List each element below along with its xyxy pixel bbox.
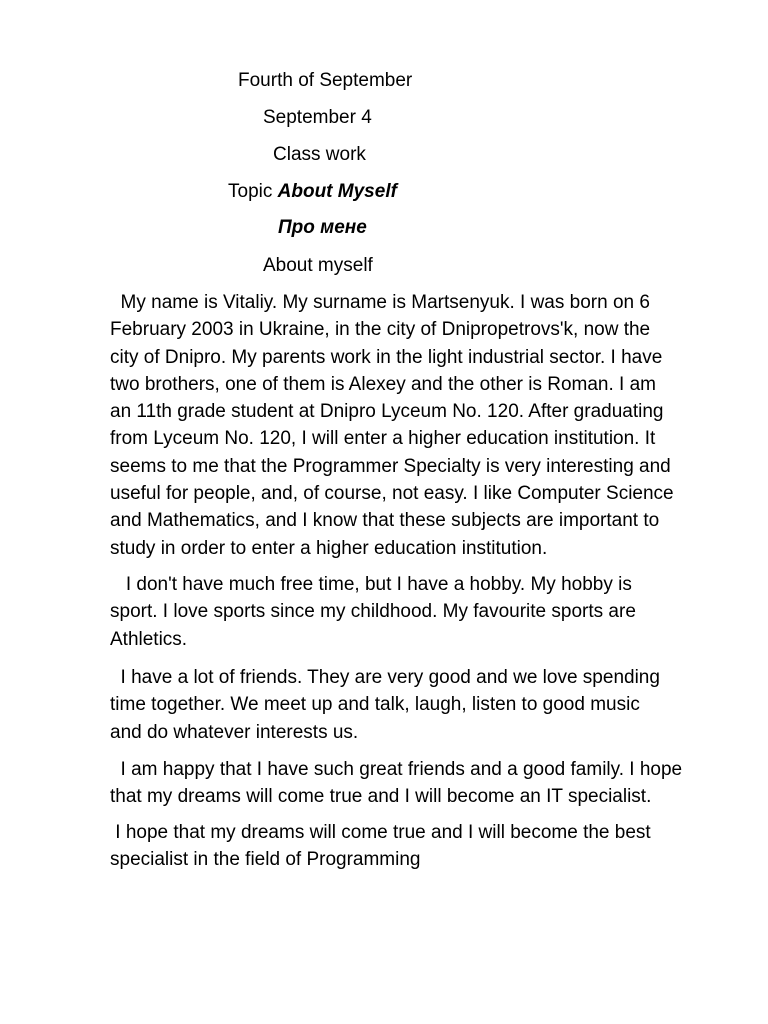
paragraph-intro <box>110 289 720 562</box>
text-line: useful for people, and, of course, not easy. I like Computer Science <box>110 483 674 505</box>
text-line: study in order to enter a higher education institution. <box>110 537 548 559</box>
paragraph-friends <box>110 664 720 746</box>
topic-prefix: Topic <box>228 181 278 202</box>
topic-title: About Myself <box>277 181 397 202</box>
text-line: from Lyceum No. 120, I will enter a higher education institution. It <box>110 428 656 450</box>
date-words: Fourth of September <box>238 70 413 91</box>
text-line: I don't have much free time, but I have a hobby. My hobby is <box>110 574 632 595</box>
text-line: My name is Vitaliy. My surname is Martsenyuk. I was born on 6 <box>110 292 650 313</box>
text-line: I have a lot of friends. They are very good and we love spending <box>110 667 660 688</box>
text-line: that my dreams will come true and I will become an IT specialist. <box>110 786 652 808</box>
text-line: specialist in the field of Programming <box>110 849 421 871</box>
text-line: I am happy that I have such great friends and a good family. I hope <box>110 759 683 780</box>
date-numeric: September 4 <box>263 107 372 128</box>
topic-line <box>228 180 397 204</box>
text-line: Athletics. <box>110 628 188 650</box>
text-line: seems to me that the Programmer Specialty is very interesting and <box>110 455 671 477</box>
class-work-label: Class work <box>273 144 366 165</box>
paragraph-family <box>110 756 720 811</box>
text-line: I hope that my dreams will come true and I will become the best <box>110 822 651 843</box>
text-line: sport. I love sports since my childhood. My favourite sports are <box>110 601 636 623</box>
text-line: February 2003 in Ukraine, in the city of Dnipropetrovs'k, now the <box>110 319 651 341</box>
text-line: time together. We meet up and talk, laugh, listen to good music <box>110 694 640 716</box>
subtitle: About myself <box>263 255 373 276</box>
ukrainian-title: Про мене <box>278 217 367 238</box>
text-line: an 11th grade student at Dnipro Lyceum No. 120. After graduating <box>110 401 664 423</box>
text-line: and do whatever interests us. <box>110 721 359 743</box>
paragraph-hobby <box>110 571 720 653</box>
text-line: two brothers, one of them is Alexey and the other is Roman. I am <box>110 373 656 395</box>
text-line: and Mathematics, and I know that these subjects are important to <box>110 510 660 532</box>
paragraph-hope <box>110 819 720 874</box>
text-line: city of Dnipro. My parents work in the light industrial sector. I have <box>110 346 663 368</box>
